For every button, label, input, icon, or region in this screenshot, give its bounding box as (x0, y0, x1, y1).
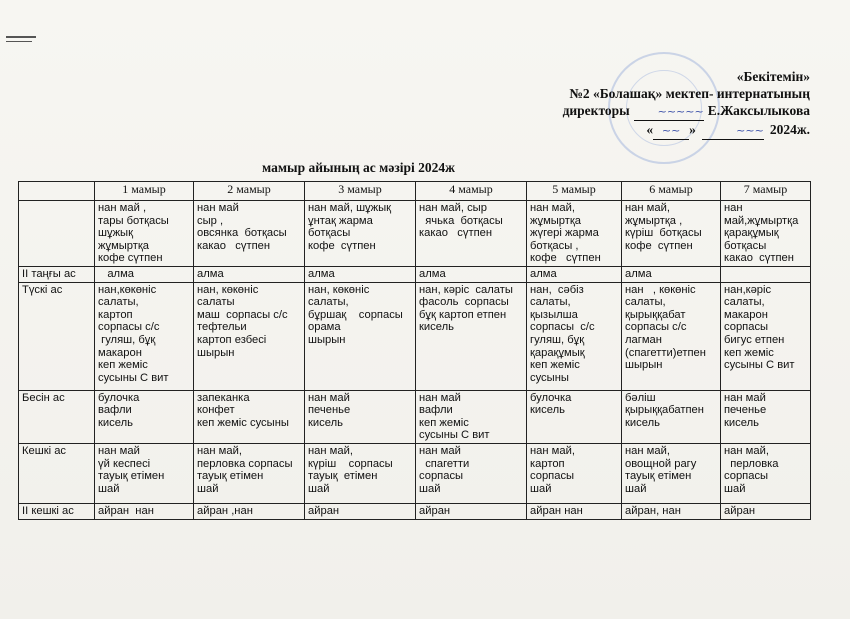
menu-line: кеп жеміс (530, 359, 580, 372)
menu-line: картоп езбесі (197, 333, 267, 346)
menu-cell (95, 201, 194, 267)
menu-line: салаты, (625, 296, 666, 309)
menu-line: сусыны С вит (98, 371, 169, 384)
menu-line: кисель (419, 321, 454, 334)
menu-cell (95, 503, 194, 519)
menu-line: күріш сорпасы (308, 457, 393, 470)
meal-row (19, 443, 811, 503)
menu-line: бәліш (625, 391, 656, 404)
menu-line: нан май (197, 202, 239, 214)
date-quote-open: « (646, 122, 654, 137)
menu-line: нан май, шұжық (308, 202, 392, 214)
menu-line: сорпасы (724, 470, 769, 483)
director-name: Е.Жаксылыкова (707, 103, 810, 118)
menu-line: кисель (98, 416, 133, 429)
menu-line: сорпасы (530, 470, 575, 483)
menu-cell (305, 443, 416, 503)
menu-line: ботқасы , (530, 239, 579, 252)
menu-cell (194, 266, 305, 282)
menu-line: жұмыртқа , (625, 214, 683, 227)
menu-line: нан май, сыр (419, 202, 487, 214)
meal-row (19, 201, 811, 267)
menu-line: жұмыртқа (530, 214, 582, 227)
menu-line: сорпасы с/с (530, 321, 595, 334)
date-month-handwritten (702, 121, 764, 140)
menu-line: булочка (98, 391, 140, 404)
menu-line: сорпасы (724, 321, 769, 334)
meal-label: ІІ таңғы ас (19, 266, 95, 282)
meal-row (19, 390, 811, 443)
date-day-handwritten (653, 121, 689, 140)
menu-line: салаты, (530, 296, 571, 309)
menu-line: макарон (724, 308, 768, 321)
menu-cell (305, 282, 416, 390)
menu-cell (721, 266, 811, 282)
menu-line: перловка (724, 457, 779, 470)
menu-line: гуляш, бұқ (98, 333, 156, 346)
menu-line: үй кеспесі (98, 457, 151, 470)
menu-line: алма (197, 267, 224, 280)
menu-line: нан май, (625, 202, 670, 214)
menu-cell (622, 282, 721, 390)
menu-cell (527, 282, 622, 390)
menu-line: нан май, (197, 444, 242, 457)
menu-line: айран (419, 504, 451, 517)
menu-line: кеп жеміс (419, 416, 469, 429)
menu-line: вафли (419, 404, 453, 417)
menu-cell (622, 201, 721, 267)
menu-line: орама (308, 321, 341, 334)
meal-row (19, 503, 811, 519)
menu-line: нан май (724, 391, 766, 404)
menu-line: шай (625, 482, 647, 495)
menu-line: сорпасы с/с (98, 321, 160, 334)
menu-line: нан, көкөніс (197, 283, 259, 296)
signature-line (634, 102, 704, 121)
menu-cell (527, 503, 622, 519)
menu-line: нан май, (308, 444, 353, 457)
date-year: 2024ж. (769, 122, 810, 137)
menu-cell (305, 266, 416, 282)
meal-label: ІІ кешкі ас (19, 503, 95, 519)
menu-line: нан, кәріс салаты (419, 283, 513, 296)
menu-title: мамыр айының ас мәзірі 2024ж (262, 160, 455, 175)
menu-line: кофе сүтпен (625, 239, 693, 252)
menu-cell (305, 503, 416, 519)
menu-line: какао сүтпен (419, 227, 493, 240)
menu-line: шырын (308, 333, 346, 346)
menu-line: кеп жеміс (724, 346, 774, 359)
menu-line: алма (625, 267, 652, 280)
menu-line: шырын (625, 359, 663, 372)
menu-cell (721, 443, 811, 503)
menu-cell (194, 201, 305, 267)
column-header-day: 7 мамыр (721, 182, 811, 201)
menu-table (18, 181, 811, 520)
menu-line: нан,көкөніс (98, 283, 157, 296)
menu-line: қырыққабатпен (625, 404, 704, 417)
menu-cell (527, 201, 622, 267)
menu-line: алма (530, 267, 557, 280)
meal-row (19, 282, 811, 390)
menu-line: салаты, (724, 296, 765, 309)
menu-line: овсянка ботқасы (197, 227, 287, 240)
menu-line: какао сүтпен (724, 252, 794, 265)
menu-line: бұршақ сорпасы (308, 308, 403, 321)
menu-line: нан май (419, 444, 461, 457)
menu-cell (622, 503, 721, 519)
menu-line: тауық етімен (98, 470, 165, 483)
menu-line: айран, нан (625, 504, 681, 517)
approval-block (563, 68, 810, 140)
menu-line: шұжық (98, 227, 133, 240)
menu-line: май,жұмыртқа (724, 214, 799, 227)
menu-line: күріш ботқасы (625, 227, 702, 240)
menu-line: кисель (308, 416, 343, 429)
menu-line: кофе сүтпен (530, 252, 601, 265)
menu-line: нан май, (724, 444, 769, 457)
menu-line: кофе сүтпен (308, 239, 376, 252)
menu-line: сорпасы с/с (625, 321, 687, 334)
menu-line: бигус етпен (724, 333, 785, 346)
menu-line: алма (98, 267, 134, 280)
menu-line: қарақұмық (530, 346, 585, 359)
menu-line: булочка (530, 391, 572, 404)
menu-line: бұқ картоп етпен (419, 308, 507, 321)
menu-line: запеканка (197, 391, 250, 404)
menu-line: вафли (98, 404, 132, 417)
menu-cell (416, 282, 527, 390)
menu-line: нан (724, 202, 743, 214)
menu-line: нан май, (530, 444, 575, 457)
menu-line: нан,кәріс (724, 283, 772, 296)
approval-line-3 (563, 102, 810, 121)
header-row (19, 182, 811, 201)
menu-cell (416, 503, 527, 519)
menu-cell (416, 201, 527, 267)
director-label: директоры (562, 103, 630, 118)
month-scribble: ~~~ (736, 124, 764, 137)
menu-line: картоп (530, 457, 565, 470)
approval-date (563, 121, 810, 140)
menu-line: шырын (197, 346, 235, 359)
menu-line: маш сорпасы с/с (197, 308, 288, 321)
menu-cell (527, 266, 622, 282)
menu-cell (416, 390, 527, 443)
menu-line: қарақұмық (724, 227, 779, 240)
menu-line: тары ботқасы (98, 214, 169, 227)
menu-line: сусыны С вит (419, 429, 490, 442)
menu-cell (194, 443, 305, 503)
menu-line: нан май (308, 391, 350, 404)
menu-line: нан май, (625, 444, 670, 457)
menu-line: ұнтақ жарма (308, 214, 373, 227)
menu-line: шай (530, 482, 552, 495)
menu-line: тауық етімен (625, 470, 692, 483)
menu-line: тефтельи (197, 321, 247, 334)
menu-line: айран нан (98, 504, 154, 517)
menu-cell (305, 201, 416, 267)
edge-mark (6, 36, 36, 38)
menu-line: жұмыртқа (98, 239, 150, 252)
menu-line: ботқасы (724, 239, 767, 252)
menu-line: кофе сүтпен (98, 252, 163, 265)
menu-line: картоп (98, 308, 133, 321)
date-scribble: ~~ (661, 124, 681, 137)
menu-cell (527, 443, 622, 503)
column-header-day: 6 мамыр (622, 182, 721, 201)
menu-cell (622, 443, 721, 503)
menu-cell (721, 201, 811, 267)
menu-line: салаты, (308, 296, 349, 309)
menu-cell (95, 266, 194, 282)
menu-cell (194, 390, 305, 443)
menu-line: тауық етімен (197, 470, 264, 483)
menu-cell (527, 390, 622, 443)
menu-line: нан, көкөніс (308, 283, 370, 296)
meal-label: Кешкі ас (19, 443, 95, 503)
menu-line: салаты (197, 296, 235, 309)
menu-line: шай (724, 482, 746, 495)
menu-line: овощной рагу (625, 457, 697, 470)
signature-scribble: ~~~~~ (657, 105, 704, 118)
menu-line: қызылша (530, 308, 578, 321)
menu-cell (95, 443, 194, 503)
menu-line: тауық етімен (308, 470, 378, 483)
menu-line: шай (419, 482, 441, 495)
menu-line: алма (308, 267, 335, 280)
column-header-day: 4 мамыр (416, 182, 527, 201)
menu-line: қырыққабат (625, 308, 686, 321)
menu-line: жүгері жарма (530, 227, 599, 240)
menu-line: кеп жеміс (98, 359, 148, 372)
header-corner (19, 182, 95, 201)
menu-line: айран ,нан (197, 504, 253, 517)
menu-line: шай (308, 482, 330, 495)
menu-line: кеп жеміс сусыны (197, 416, 289, 429)
menu-cell (622, 266, 721, 282)
menu-cell (95, 282, 194, 390)
approval-line-2: №2 «Болашақ» мектеп- интернатының (569, 86, 810, 101)
meal-label: Бесін ас (19, 390, 95, 443)
menu-cell (721, 282, 811, 390)
menu-line: печенье (724, 404, 767, 417)
menu-cell (622, 390, 721, 443)
menu-line: сусыны (530, 371, 569, 384)
menu-line: (спагетти)етпен (625, 346, 706, 359)
menu-line: сусыны С вит (724, 359, 795, 372)
menu-line: ботқасы (308, 227, 351, 240)
menu-cell (416, 443, 527, 503)
approval-line-1: «Бекітемін» (736, 69, 810, 84)
menu-line: печенье (308, 404, 351, 417)
menu-cell (194, 503, 305, 519)
menu-line: айран (724, 504, 756, 517)
meal-label (19, 201, 95, 267)
menu-line: конфет (197, 404, 235, 417)
menu-line: нан , көкөніс (625, 283, 696, 296)
menu-cell (721, 503, 811, 519)
date-quote-close: » (689, 122, 696, 137)
meal-row (19, 266, 811, 282)
menu-line: лагман (625, 333, 662, 346)
column-header-day: 3 мамыр (305, 182, 416, 201)
meal-label: Түскі ас (19, 282, 95, 390)
menu-line: сыр , (197, 214, 224, 227)
menu-cell (305, 390, 416, 443)
column-header-day: 5 мамыр (527, 182, 622, 201)
menu-line: нан, сәбіз (530, 283, 584, 296)
menu-line: шай (197, 482, 219, 495)
menu-line: фасоль сорпасы (419, 296, 509, 309)
menu-line: макарон (98, 346, 142, 359)
menu-line: нан май (98, 444, 140, 457)
menu-cell (721, 390, 811, 443)
menu-line: кисель (530, 404, 565, 417)
menu-line: гуляш, бұқ (530, 333, 585, 346)
menu-line: айран (308, 504, 340, 517)
menu-line: салаты, (98, 296, 139, 309)
menu-line: нан май , (98, 202, 147, 214)
menu-line: спагетти (419, 457, 470, 470)
column-header-day: 2 мамыр (194, 182, 305, 201)
menu-line: нан май, (530, 202, 575, 214)
menu-line: кисель (625, 416, 660, 429)
menu-line: перловка сорпасы (197, 457, 293, 470)
menu-cell (95, 390, 194, 443)
menu-cell (416, 266, 527, 282)
menu-line: кисель (724, 416, 759, 429)
menu-line: ячька ботқасы (419, 214, 503, 227)
column-header-day: 1 мамыр (95, 182, 194, 201)
menu-line: айран нан (530, 504, 583, 517)
menu-line: алма (419, 267, 446, 280)
menu-cell (194, 282, 305, 390)
menu-line: нан май (419, 391, 461, 404)
edge-mark (6, 41, 32, 42)
menu-line: шай (98, 482, 120, 495)
menu-line: какао сүтпен (197, 239, 271, 252)
menu-line: сорпасы (419, 470, 464, 483)
